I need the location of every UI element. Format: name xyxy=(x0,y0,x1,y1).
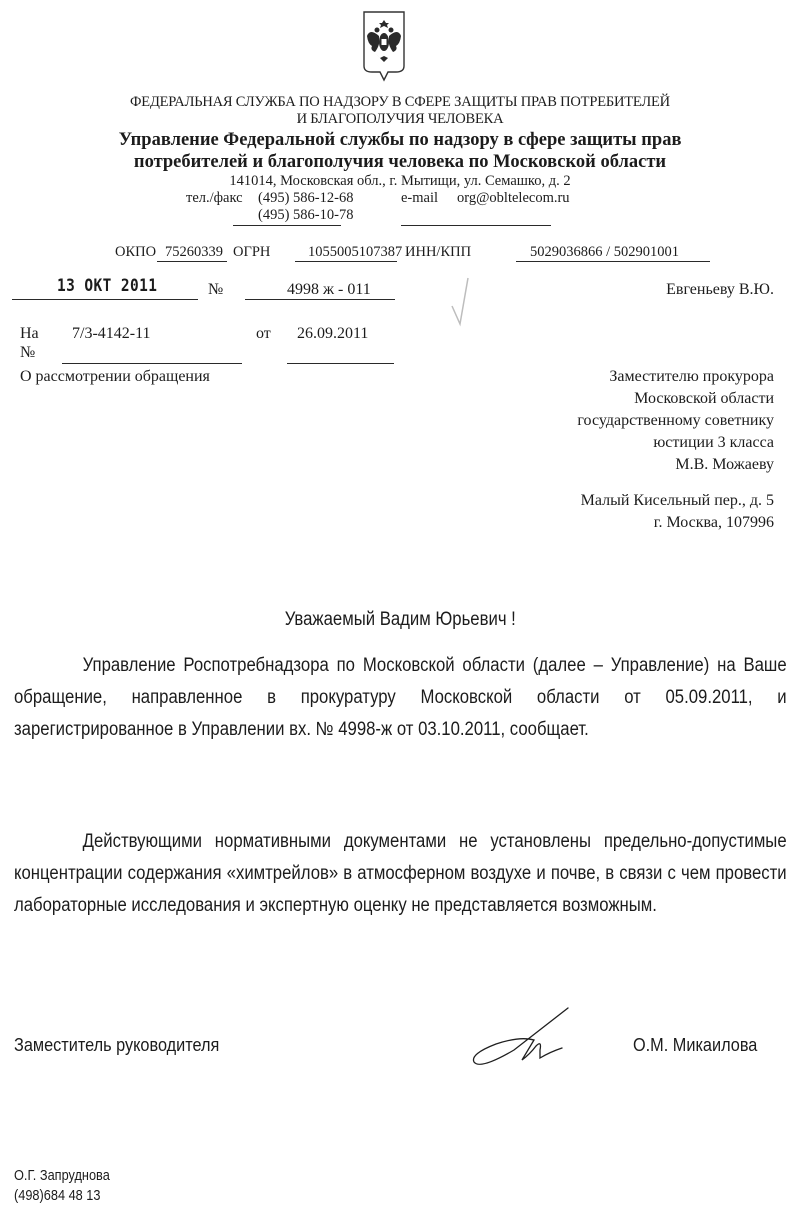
phone-number-1: (495) 586-12-68 xyxy=(258,190,354,206)
email-address: org@obltelecom.ru xyxy=(457,190,570,206)
phone-number-2: (495) 586-10-78 xyxy=(258,207,354,223)
copy-to-address-line: Малый Кисельный пер., д. 5 xyxy=(580,492,774,509)
department-name-line2: потребителей и благополучия человека по Московской области xyxy=(133,152,667,172)
department-name-line1: Управление Федеральной службы по надзору в сфере защиты прав xyxy=(118,130,682,150)
salutation-wrap xyxy=(0,604,800,636)
check-mark-icon xyxy=(450,272,482,332)
outgoing-date-underline xyxy=(12,299,198,300)
ogrn-underline xyxy=(295,261,397,262)
reference-label-number: № xyxy=(20,344,36,361)
body-paragraph: Управление Роспотребнадзора по Московской области (далее – Управление) на Ваше обращение, направленное в прокуратуру Московской области от 05.09.2011, и зарегистрированное в Управлении вх. № 4998-ж от 03.10.2011, сообщает. xyxy=(14,655,787,740)
copy-to-line: государственному советнику xyxy=(577,412,774,429)
signatory-position: Заместитель руководителя xyxy=(14,1034,220,1055)
copy-to-block xyxy=(480,366,774,476)
inn-kpp-value: 5029036866 / 502901001 xyxy=(530,244,680,260)
outgoing-number-underline xyxy=(245,299,395,300)
copy-to-line: Заместителю прокурора xyxy=(609,368,774,385)
department-address: 141014, Московская обл., г. Мытищи, ул. Семашко, д. 2 xyxy=(229,173,571,189)
okpo-value: 75260339 xyxy=(165,244,223,260)
letter-subject: О рассмотрении обращения xyxy=(20,368,210,385)
copy-to-address xyxy=(480,490,774,534)
phone-label: тел./факс xyxy=(186,190,243,206)
body-paragraph: Действующими нормативными документами не установлены предельно-допустимые концентрации содержания «химтрейлов» в атмосферном воздухе и почве, в связи с чем провести лабораторные исследования и экспертную оценку не представляется возможным. xyxy=(14,831,787,916)
phone-underline xyxy=(233,225,341,226)
handwritten-signature xyxy=(456,1000,586,1072)
copy-to-line: юстиции 3 класса xyxy=(653,434,774,451)
agency-name-line1: ФЕДЕРАЛЬНАЯ СЛУЖБА ПО НАДЗОРУ В СФЕРЕ ЗАЩИТЫ ПРАВ ПОТРЕБИТЕЛЕЙ xyxy=(130,94,670,110)
okpo-label: ОКПО xyxy=(115,244,157,260)
salutation: Уважаемый Вадим Юрьевич ! xyxy=(284,609,516,630)
reference-number-underline xyxy=(62,363,242,364)
signatory-name: О.М. Микаилова xyxy=(633,1034,758,1055)
reference-date-label: от xyxy=(256,325,271,342)
reference-date: 26.09.2011 xyxy=(297,325,369,342)
executor-name: О.Г. Запруднова xyxy=(14,1167,110,1184)
ogrn-value: 1055005107387 xyxy=(308,244,403,260)
recipient-name: Евгеньеву В.Ю. xyxy=(666,281,774,298)
outgoing-number: 4998 ж - 011 xyxy=(287,281,371,298)
email-label: e-mail xyxy=(401,190,439,206)
coat-of-arms-emblem xyxy=(362,10,406,82)
outgoing-number-label: № xyxy=(208,281,224,298)
outgoing-date-stamp: 13 ОКТ 2011 xyxy=(57,276,158,296)
email-underline xyxy=(401,225,551,226)
reference-label-on: На xyxy=(20,325,39,342)
inn-kpp-underline xyxy=(516,261,710,262)
ogrn-label: ОГРН xyxy=(233,244,271,260)
copy-to-line: Московской области xyxy=(634,390,774,407)
agency-name-line2: И БЛАГОПОЛУЧИЯ ЧЕЛОВЕКА xyxy=(296,111,504,127)
copy-to-address-line: г. Москва, 107996 xyxy=(653,514,774,531)
inn-kpp-label: ИНН/КПП xyxy=(405,244,472,260)
reference-number: 7/3-4142-11 xyxy=(72,325,151,342)
okpo-underline xyxy=(157,261,227,262)
executor-phone: (498)684 48 13 xyxy=(14,1187,101,1204)
reference-date-underline xyxy=(287,363,394,364)
copy-to-line: М.В. Можаеву xyxy=(675,456,774,473)
